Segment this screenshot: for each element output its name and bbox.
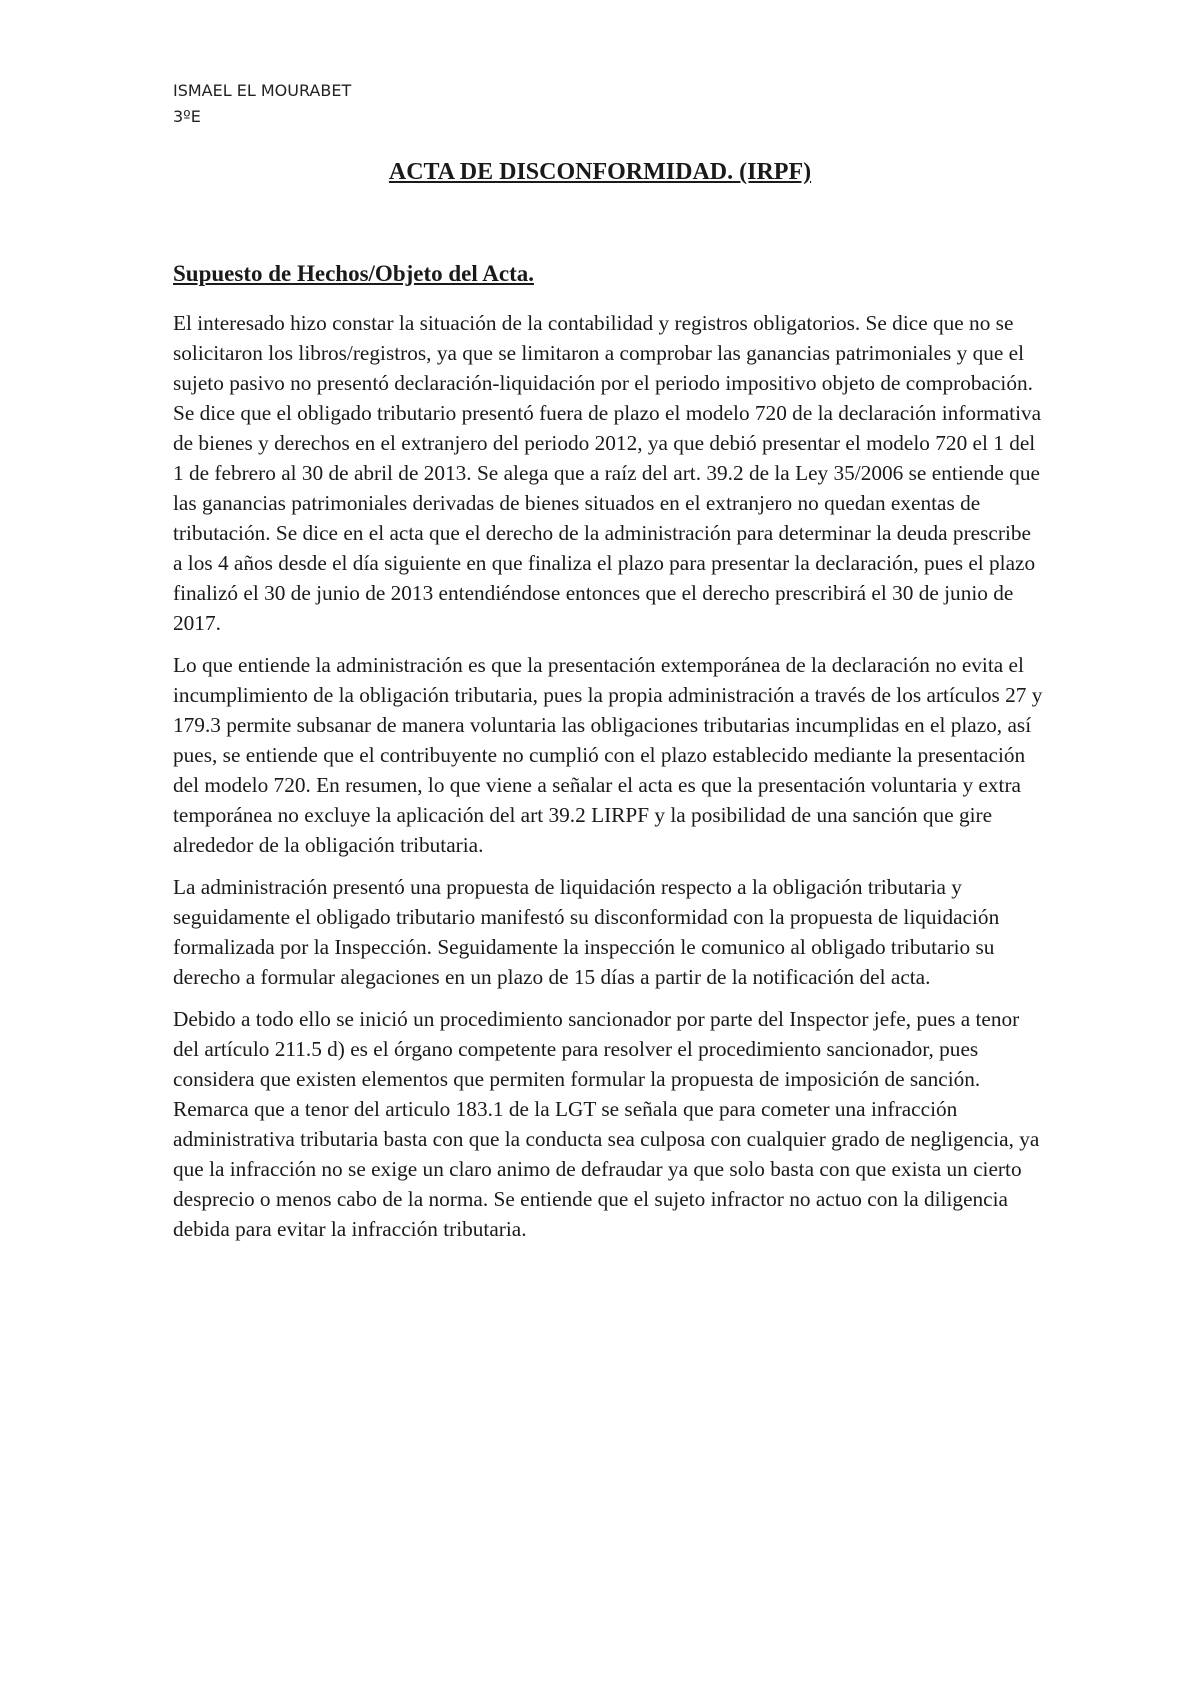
- class-group: 3ºE: [173, 107, 201, 126]
- author-name: ISMAEL EL MOURABET: [173, 81, 352, 100]
- body-text: [173, 308, 1043, 1256]
- paragraph-2: Lo que entiende la administración es que la presentación extemporánea de la declaración no evita el incumplimiento de la obligación tributaria, pues la propia administración a través de los artículos 27 y 179.3 permite subsanar de manera voluntaria las obligaciones tributarias incumplidas en el plazo, así pues, se entiende que el contribuyente no cumplió con el plazo establecido mediante la presentación del modelo 720. En resumen, lo que viene a señalar el acta es que la presentación voluntaria y extra temporánea no excluye la aplicación del art 39.2 LIRPF y la posibilidad de una sanción que gire alrededor de la obligación tributaria.: [173, 653, 1043, 857]
- paragraph-4: Debido a todo ello se inició un procedimiento sancionador por parte del Inspector jefe, pues a tenor del artículo 211.5 d) es el órgano competente para resolver el procedimiento sancionador, pues considera que existen elementos que permiten formular la propuesta de imposición de sanción. Remarca que a tenor del articulo 183.1 de la LGT se señala que para cometer una infracción administrativa tributaria basta con que la conducta sea culposa con cualquier grado de negligencia, ya que la infracción no se exige un claro animo de defraudar ya que solo basta con que exista un cierto desprecio o menos cabo de la norma. Se entiende que el sujeto infractor no actuo con la diligencia debida para evitar la infracción tributaria.: [173, 1007, 1040, 1241]
- paragraph-3: La administración presentó una propuesta de liquidación respecto a la obligación tributaria y seguidamente el obligado tributario manifestó su disconformidad con la propuesta de liquidación formalizada por la Inspección. Seguidamente la inspección le comunico al obligado tributario su derecho a formular alegaciones en un plazo de 15 días a partir de la notificación del acta.: [173, 875, 1000, 989]
- section-heading: Supuesto de Hechos/Objeto del Acta.: [173, 261, 534, 286]
- document-title: ACTA DE DISCONFORMIDAD. (IRPF): [388, 159, 812, 185]
- author-block: [173, 78, 351, 130]
- paragraph-1: El interesado hizo constar la situación de la contabilidad y registros obligatorios. Se dice que no se solicitaron los libros/registros, ya que se limitaron a comprobar las ganancias patrimoniales y que el sujeto pasivo no presentó declaración-liquidación por el periodo impositivo objeto de comprobación. Se dice que el obligado tributario presentó fuera de plazo el modelo 720 de la declaración informativa de bienes y derechos en el extranjero del periodo 2012, ya que debió presentar el modelo 720 el 1 del 1 de febrero al 30 de abril de 2013. Se alega que a raíz del art. 39.2 de la Ley 35/2006 se entiende que las ganancias patrimoniales derivadas de bienes situados en el extranjero no quedan exentas de tributación. Se dice en el acta que el derecho de la administración para determinar la deuda prescribe a los 4 años desde el día siguiente en que finaliza el plazo para presentar la declaración, pues el plazo finalizó el 30 de junio de 2013 entendiéndose entonces que el derecho prescribirá el 30 de junio de 2017.: [173, 311, 1042, 635]
